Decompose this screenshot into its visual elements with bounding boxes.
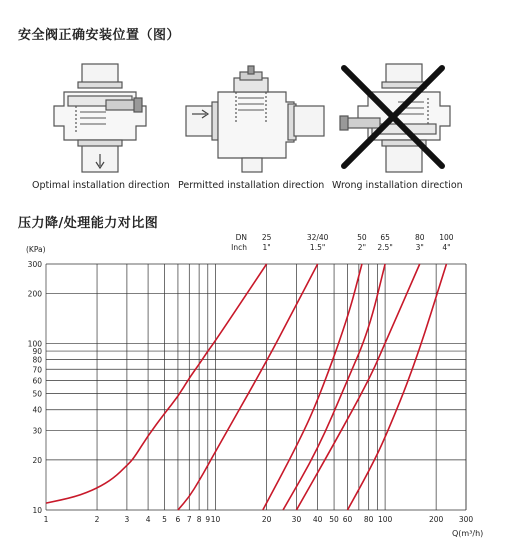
- series-curve-dn-25: [46, 264, 267, 503]
- x-tick-label: 6: [175, 515, 181, 524]
- y-tick-label: 50: [32, 389, 42, 399]
- inch-label: 3": [415, 243, 424, 252]
- dn-label: 25: [261, 233, 272, 242]
- section-title-installation: 安全阀正确安装位置（图）: [18, 28, 181, 43]
- y-tick-label: 20: [32, 455, 42, 465]
- x-tick-label: 300: [458, 515, 474, 524]
- y-tick-label: 80: [32, 355, 42, 365]
- y-tick-label: 300: [27, 260, 42, 269]
- dn-header: DN: [235, 233, 247, 242]
- x-tick-label: 10: [210, 515, 221, 524]
- y-axis-ticks: [28, 260, 43, 515]
- y-tick-label: 10: [32, 506, 42, 515]
- dn-label: 50: [357, 233, 367, 242]
- chart-series: [46, 264, 446, 510]
- x-tick-label: 60: [342, 515, 353, 524]
- section-title-pressure-drop: 压力降/处理能力对比图: [18, 216, 159, 231]
- x-tick-label: 40: [312, 515, 323, 524]
- x-tick-label: 5: [162, 515, 167, 524]
- pressure-drop-chart: [0, 228, 523, 547]
- x-tick-label: 30: [291, 515, 302, 524]
- wrong-installation-diagram: [328, 62, 488, 174]
- series-curve-dn-50: [263, 264, 362, 510]
- size-headers: [231, 233, 454, 252]
- optimal-installation-diagram: [24, 62, 184, 174]
- x-tick-label: 20: [261, 515, 272, 524]
- x-tick-label: 200: [428, 515, 444, 524]
- inch-label: 2": [357, 243, 367, 252]
- y-tick-label: 30: [32, 426, 42, 436]
- inch-label: 2.5": [377, 243, 393, 252]
- y-tick-label: 100: [27, 339, 42, 349]
- dn-label: 65: [380, 233, 390, 242]
- y-tick-label: 60: [32, 376, 42, 386]
- y-tick-label: 90: [32, 347, 42, 357]
- x-tick-label: 8: [196, 515, 202, 524]
- x-tick-label: 9: [205, 515, 211, 524]
- series-curve-dn-100: [347, 264, 446, 510]
- x-tick-label: 1: [43, 515, 49, 524]
- x-tick-label: 2: [94, 515, 100, 524]
- inch-label: 4": [442, 243, 451, 252]
- dn-label: 80: [414, 233, 425, 242]
- y-tick-label: 40: [32, 405, 42, 415]
- permitted-installation-diagram: [176, 62, 336, 174]
- inch-label: 1.5": [309, 243, 326, 252]
- x-tick-label: 4: [145, 515, 151, 524]
- x-tick-label: 3: [124, 515, 130, 524]
- y-tick-label: 70: [32, 365, 42, 375]
- inch-header: Inch: [231, 243, 247, 252]
- series-curve-dn-80: [296, 264, 419, 510]
- inch-label: 1": [262, 243, 271, 252]
- wrong-installation-caption: Wrong installation direction: [332, 180, 463, 191]
- x-axis-ticks: [44, 515, 474, 524]
- x-tick-label: 7: [186, 515, 192, 524]
- permitted-installation-caption: Permitted installation direction: [178, 180, 325, 191]
- optimal-installation-caption: Optimal installation direction: [32, 180, 170, 191]
- x-tick-label: 100: [377, 515, 393, 524]
- dn-label: 32/40: [306, 233, 329, 242]
- x-axis-label: Q(m³/h): [452, 529, 484, 538]
- x-tick-label: 80: [363, 515, 374, 524]
- y-tick-label: 200: [27, 289, 42, 299]
- x-tick-label: 50: [329, 515, 339, 524]
- dn-label: 100: [439, 233, 454, 242]
- y-axis-label: (KPa): [26, 245, 46, 254]
